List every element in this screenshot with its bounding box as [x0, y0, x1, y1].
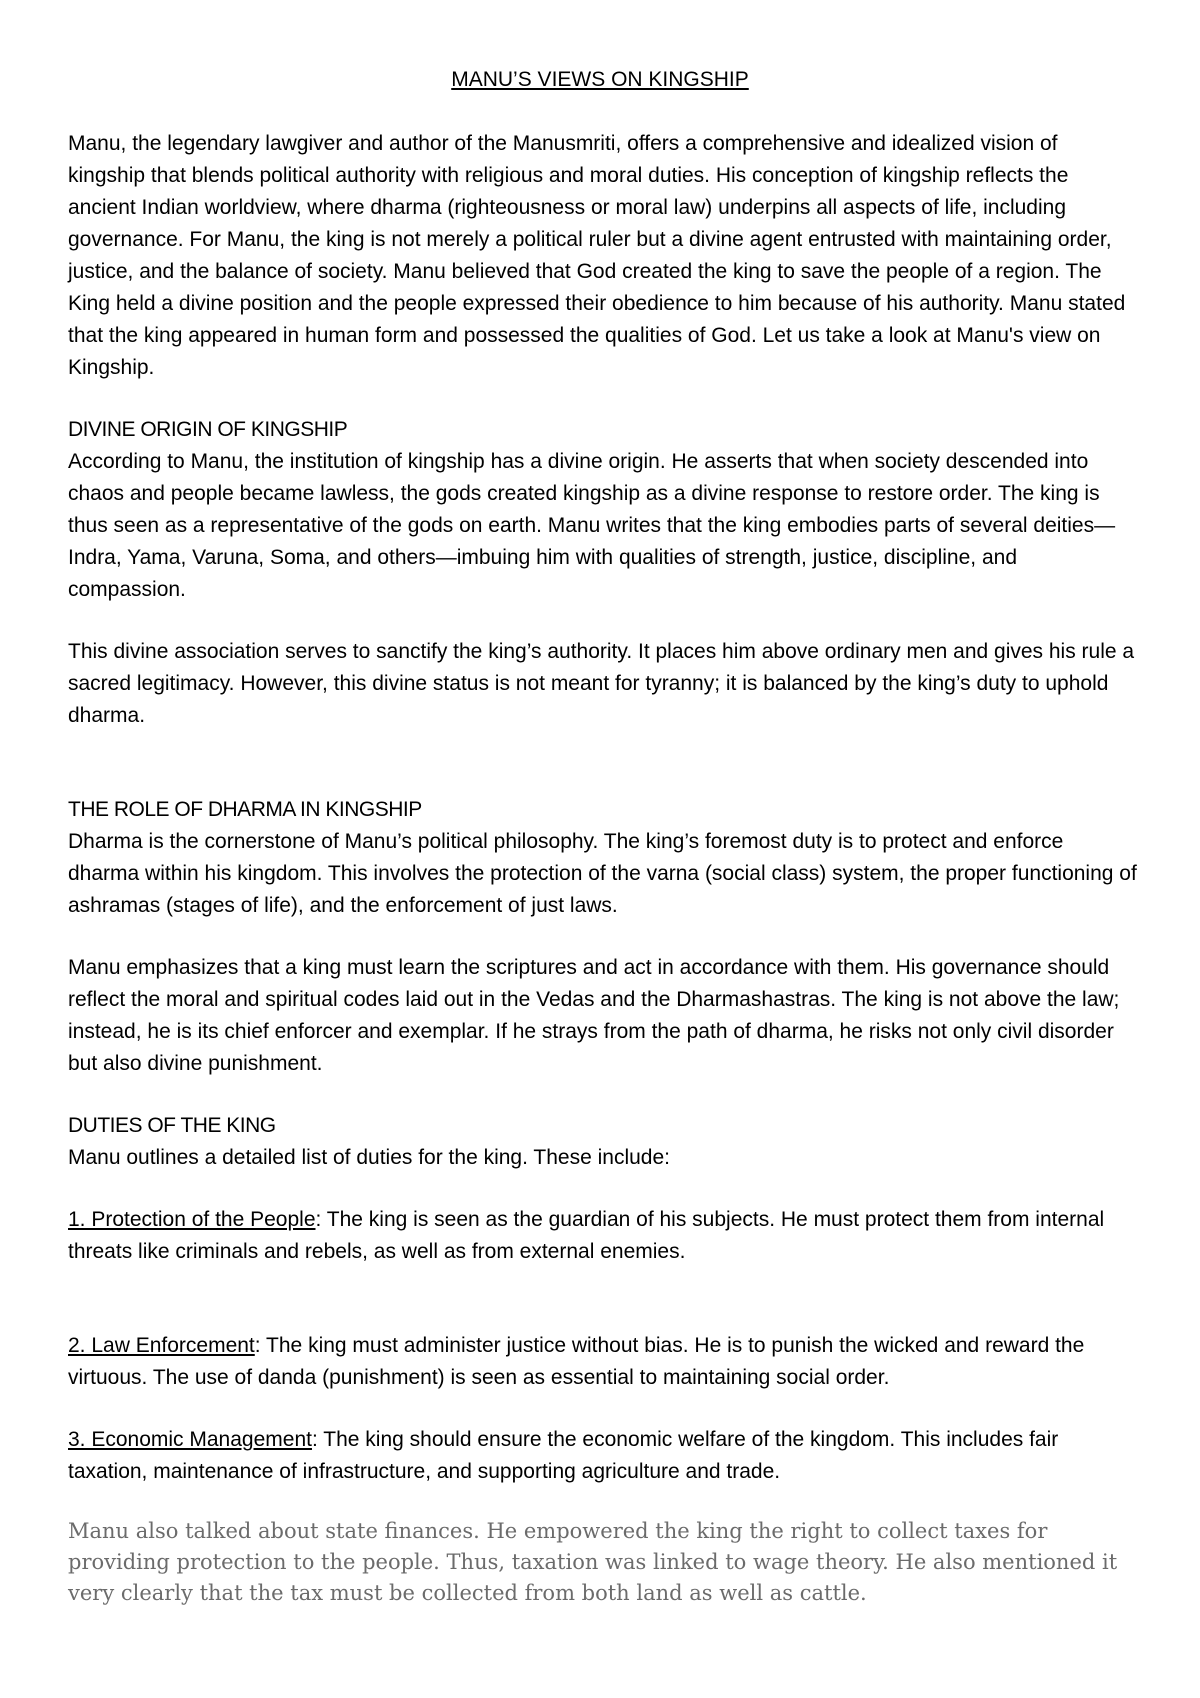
duty-item-label: 2. Law Enforcement [68, 1334, 255, 1357]
duty-item-protection [68, 1204, 1138, 1268]
closing-paragraph: Manu also talked about state finances. He empowered the king the right to collect taxes for providing protection to the people. Thus, taxation was linked to wage theory. He also mentioned it very clearly that the tax must be collected from both land as well as cattle. [68, 1519, 1118, 1605]
duty-item-text: : The king should ensure the economic welfare of the kingdom. This includes fair taxation, maintenance of infrastructure, and supporting agriculture and trade. [68, 1428, 1059, 1483]
duty-item-economic-management [68, 1424, 1138, 1488]
section-heading-role-of-dharma: THE ROLE OF DHARMA IN KINGSHIP [68, 798, 422, 821]
dharma-paragraph-2: Manu emphasizes that a king must learn the scriptures and act in accordance with them. His governance should reflect the moral and spiritual codes laid out in the Vedas and the Dharmashastras. The king is not above the law; instead, he is its chief enforcer and exemplar. If he strays from the path of dharma, he risks not only civil disorder but also divine punishment. [68, 956, 1120, 1075]
divine-origin-paragraph-1: According to Manu, the institution of kingship has a divine origin. He asserts that when society descended into chaos and people became lawless, the gods created kingship as a divine response to restore order. The king is thus seen as a representative of the gods on earth. Manu writes that the king embodies parts of several deities—Indra, Yama, Varuna, Soma, and others—imbuing him with qualities of strength, justice, discipline, and compassion. [68, 450, 1116, 601]
divine-origin-paragraph-2: This divine association serves to sanctify the king’s authority. It places him above ordinary men and gives his rule a sacred legitimacy. However, this divine status is not meant for tyranny; it is balanced by the king’s duty to uphold dharma. [68, 640, 1135, 727]
section-heading-divine-origin: DIVINE ORIGIN OF KINGSHIP [68, 418, 348, 441]
duty-item-label: 1. Protection of the People [68, 1208, 316, 1231]
section-heading-duties: DUTIES OF THE KING [68, 1114, 276, 1137]
duty-item-text: : The king is seen as the guardian of his subjects. He must protect them from internal threats like criminals and rebels, as well as from external enemies. [68, 1208, 1105, 1263]
document-title: MANU’S VIEWS ON KINGSHIP [451, 68, 749, 91]
intro-paragraph: Manu, the legendary lawgiver and author of the Manusmriti, offers a comprehensive and idealized vision of kingship that blends political authority with religious and moral duties. His conception of kingship reflects the ancient Indian worldview, where dharma (righteousness or moral law) underpins all aspects of life, including governance. For Manu, the king is not merely a political ruler but a divine agent entrusted with maintaining order, justice, and the balance of society. Manu believed that God created the king to save the people of a region. The King held a divine position and the people expressed their obedience to him because of his authority. Manu stated that the king appeared in human form and possessed the qualities of God. Let us take a look at Manu's view on Kingship. [68, 132, 1126, 379]
duty-item-text: : The king must administer justice without bias. He is to punish the wicked and reward the virtuous. The use of danda (punishment) is seen as essential to maintaining social order. [68, 1334, 1085, 1389]
duty-item-label: 3. Economic Management [68, 1428, 312, 1451]
dharma-paragraph-1: Dharma is the cornerstone of Manu’s political philosophy. The king’s foremost duty is to protect and enforce dharma within his kingdom. This involves the protection of the varna (social class) system, the proper functioning of ashramas (stages of life), and the enforcement of just laws. [68, 830, 1137, 917]
duties-intro: Manu outlines a detailed list of duties for the king. These include: [68, 1146, 670, 1169]
duty-item-law-enforcement [68, 1330, 1138, 1394]
